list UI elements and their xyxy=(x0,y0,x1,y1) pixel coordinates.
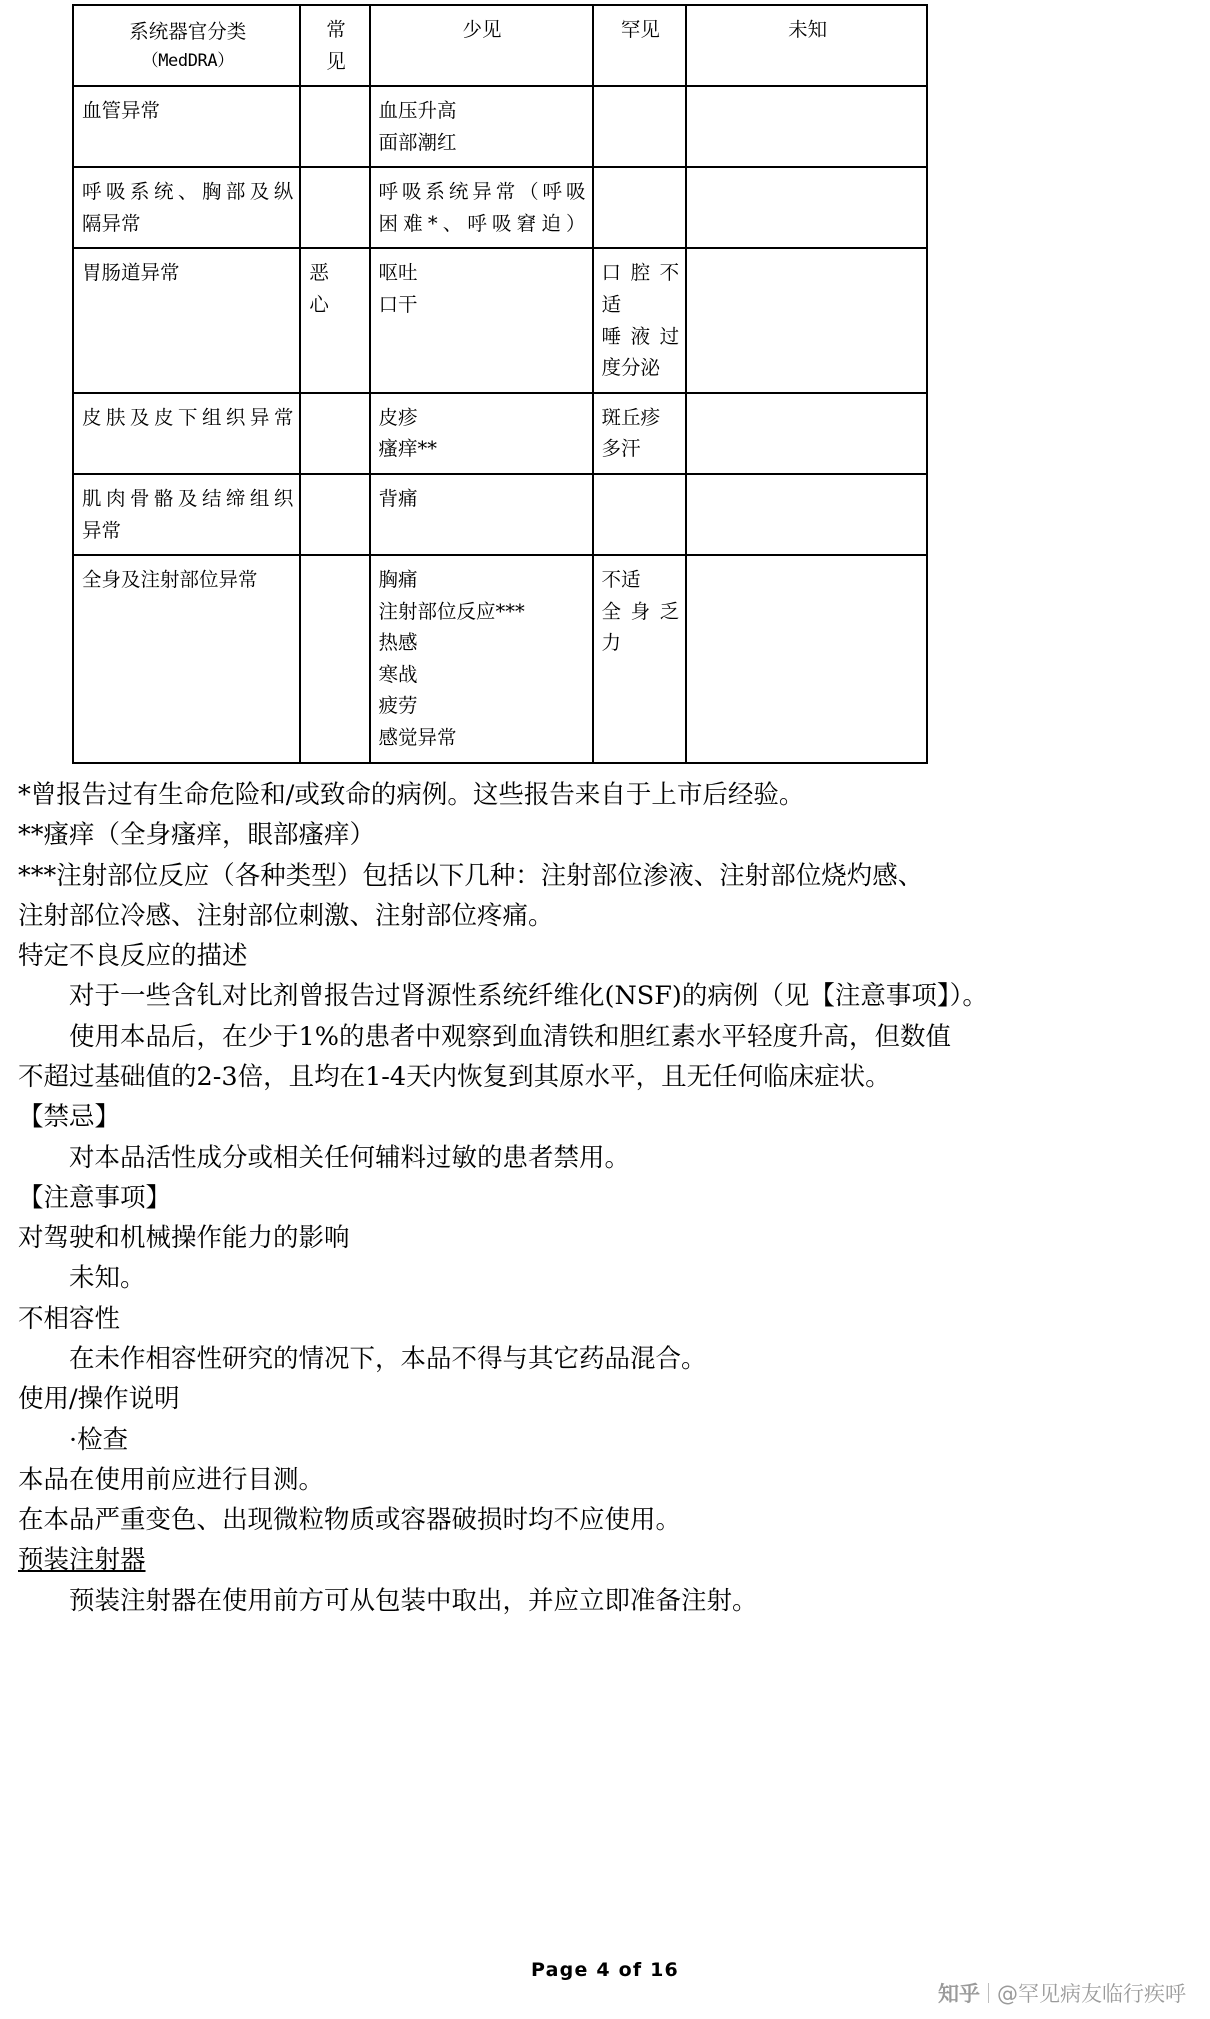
cell-common xyxy=(300,555,369,762)
header-unknown: 未知 xyxy=(788,18,828,41)
ae-term: 注射部位反应*** xyxy=(378,599,525,623)
cell-common xyxy=(300,248,369,392)
cell-rare xyxy=(593,393,687,474)
cell-common xyxy=(300,86,369,167)
paragraph-nsf: 对于一些含钆对比剂曾报告过肾源性系统纤维化(NSF)的病例（见【注意事项】）。 xyxy=(69,981,988,1012)
soc-line: 呼吸系统、胸部及纵 xyxy=(82,180,294,204)
paragraph-inspect-2: 在本品严重变色、出现微粒物质或容器破损时均不应使用。 xyxy=(18,1505,682,1536)
cell-soc xyxy=(73,167,300,248)
cell-common xyxy=(300,167,369,248)
paragraph-driving: 未知。 xyxy=(69,1263,146,1294)
ae-term: 斑丘疹 xyxy=(601,405,661,429)
ae-term: 口干 xyxy=(378,293,418,317)
ae-term: 面部潮红 xyxy=(378,130,457,154)
paragraph-prefilled-syringe: 预装注射器在使用前方可从包装中取出，并应立即准备注射。 xyxy=(69,1585,758,1616)
footnote-1: *曾报告过有生命危险和/或致命的病例。这些报告来自于上市后经验。 xyxy=(18,780,805,810)
ae-term: 皮疹 xyxy=(378,405,418,429)
cell-rare xyxy=(593,86,687,167)
ae-term: 力 xyxy=(601,631,622,655)
ae-term: 口腔不 xyxy=(601,261,680,285)
cell-unknown xyxy=(686,86,927,167)
adverse-events-table-container xyxy=(72,4,928,764)
ae-term: 困难*、呼吸窘迫） xyxy=(378,211,586,235)
cell-soc xyxy=(73,86,300,167)
cell-uncommon xyxy=(370,167,593,248)
section-specific-ae-heading: 特定不良反应的描述 xyxy=(18,941,248,972)
table-row xyxy=(73,393,927,474)
heading-contraindications: 【禁忌】 xyxy=(18,1102,121,1133)
zhihu-logo-icon: 知乎 xyxy=(938,1982,980,2006)
ae-term: 感觉异常 xyxy=(378,725,457,749)
cell-uncommon xyxy=(370,248,593,392)
header-common-line2: 见 xyxy=(326,49,346,73)
cell-rare xyxy=(593,167,687,248)
paragraph-inspect-1: 本品在使用前应进行目测。 xyxy=(18,1464,325,1495)
header-cell-soc xyxy=(73,5,300,86)
table-header-row xyxy=(73,5,927,86)
cell-unknown xyxy=(686,167,927,248)
ae-term: 血压升高 xyxy=(378,99,457,123)
footnote-2: **瘙痒（全身瘙痒，眼部瘙痒） xyxy=(18,820,376,851)
soc-line: 隔异常 xyxy=(82,211,141,235)
cell-uncommon xyxy=(370,474,593,555)
cell-uncommon xyxy=(370,393,593,474)
watermark-divider xyxy=(988,1983,989,2003)
soc-line: 全身及注射部位异常 xyxy=(82,568,258,592)
ae-term: 适 xyxy=(601,293,622,317)
bullet-inspection: ·检查 xyxy=(69,1424,129,1455)
ae-term: 背痛 xyxy=(378,486,418,510)
paragraph-incompatibility: 在未作相容性研究的情况下，本品不得与其它药品混合。 xyxy=(69,1343,707,1374)
footnote-3-line-2: 注射部位冷感、注射部位刺激、注射部位疼痛。 xyxy=(18,900,554,931)
ae-term: 呕吐 xyxy=(378,261,418,285)
watermark xyxy=(938,1978,1186,2008)
cell-soc xyxy=(73,393,300,474)
cell-common xyxy=(300,474,369,555)
table-row xyxy=(73,474,927,555)
adverse-events-table xyxy=(72,4,928,764)
cell-rare xyxy=(593,474,687,555)
table-row xyxy=(73,555,927,762)
cell-soc xyxy=(73,474,300,555)
table-row xyxy=(73,86,927,167)
header-uncommon: 少见 xyxy=(462,18,502,41)
header-cell-rare xyxy=(593,5,687,86)
ae-term: 多汗 xyxy=(601,437,641,461)
cell-common xyxy=(300,393,369,474)
page-number-label: Page 4 of 16 xyxy=(531,1959,679,1981)
subheading-prefilled-syringe xyxy=(18,1540,1198,1580)
table-row xyxy=(73,248,927,392)
watermark-author: @罕见病友临行疾呼 xyxy=(997,1982,1186,2006)
heading-precautions: 【注意事项】 xyxy=(18,1182,172,1213)
soc-line: 肌肉骨骼及结缔组织 xyxy=(82,486,294,510)
ae-term: 唾液过 xyxy=(601,324,680,348)
ae-term: 度分泌 xyxy=(601,356,661,380)
cell-uncommon xyxy=(370,86,593,167)
ae-term: 恶 xyxy=(309,261,329,285)
header-soc-line1: 系统器官分类 xyxy=(129,20,247,43)
cell-unknown xyxy=(686,474,927,555)
cell-soc xyxy=(73,555,300,762)
ae-term: 瘙痒** xyxy=(378,437,438,461)
soc-line: 血管异常 xyxy=(82,99,161,123)
ae-term: 不适 xyxy=(601,568,641,592)
subheading-incompatibility: 不相容性 xyxy=(18,1303,121,1334)
subheading-driving: 对驾驶和机械操作能力的影响 xyxy=(18,1223,350,1254)
footnote-3-line-1: ***注射部位反应（各种类型）包括以下几种：注射部位渗液、注射部位烧灼感、 xyxy=(18,860,924,891)
soc-line: 皮肤及皮下组织异常 xyxy=(82,405,294,429)
header-soc-line2: （MedDRA） xyxy=(141,50,234,71)
ae-term: 热感 xyxy=(378,631,418,655)
ae-term: 全身乏 xyxy=(601,599,680,623)
subheading-usage: 使用/操作说明 xyxy=(18,1384,180,1415)
soc-line: 异常 xyxy=(82,518,122,542)
cell-unknown xyxy=(686,248,927,392)
ae-term: 胸痛 xyxy=(378,568,418,592)
header-cell-uncommon xyxy=(370,5,593,86)
header-cell-unknown xyxy=(686,5,927,86)
paragraph-contraindications: 对本品活性成分或相关任何辅料过敏的患者禁用。 xyxy=(69,1142,631,1173)
cell-unknown xyxy=(686,555,927,762)
cell-uncommon xyxy=(370,555,593,762)
cell-soc xyxy=(73,248,300,392)
paragraph-lab-line-1: 使用本品后，在少于1%的患者中观察到血清铁和胆红素水平轻度升高，但数值 xyxy=(69,1021,951,1052)
ae-term: 疲劳 xyxy=(378,694,418,718)
cell-rare xyxy=(593,555,687,762)
header-common-line1: 常 xyxy=(326,18,346,41)
table-row xyxy=(73,167,927,248)
soc-line: 胃肠道异常 xyxy=(82,261,180,285)
paragraph-lab-line-2: 不超过基础值的2-3倍，且均在1-4天内恢复到其原水平，且无任何临床症状。 xyxy=(18,1061,891,1092)
header-cell-common xyxy=(300,5,369,86)
cell-rare xyxy=(593,248,687,392)
ae-term: 呼吸系统异常（呼吸 xyxy=(378,180,586,204)
body-text-block xyxy=(18,775,1198,1621)
ae-term: 心 xyxy=(309,293,329,317)
ae-term: 寒战 xyxy=(378,662,418,686)
header-rare: 罕见 xyxy=(620,18,660,41)
subheading-prefilled-syringe-text: 预装注射器 xyxy=(18,1545,146,1576)
cell-unknown xyxy=(686,393,927,474)
